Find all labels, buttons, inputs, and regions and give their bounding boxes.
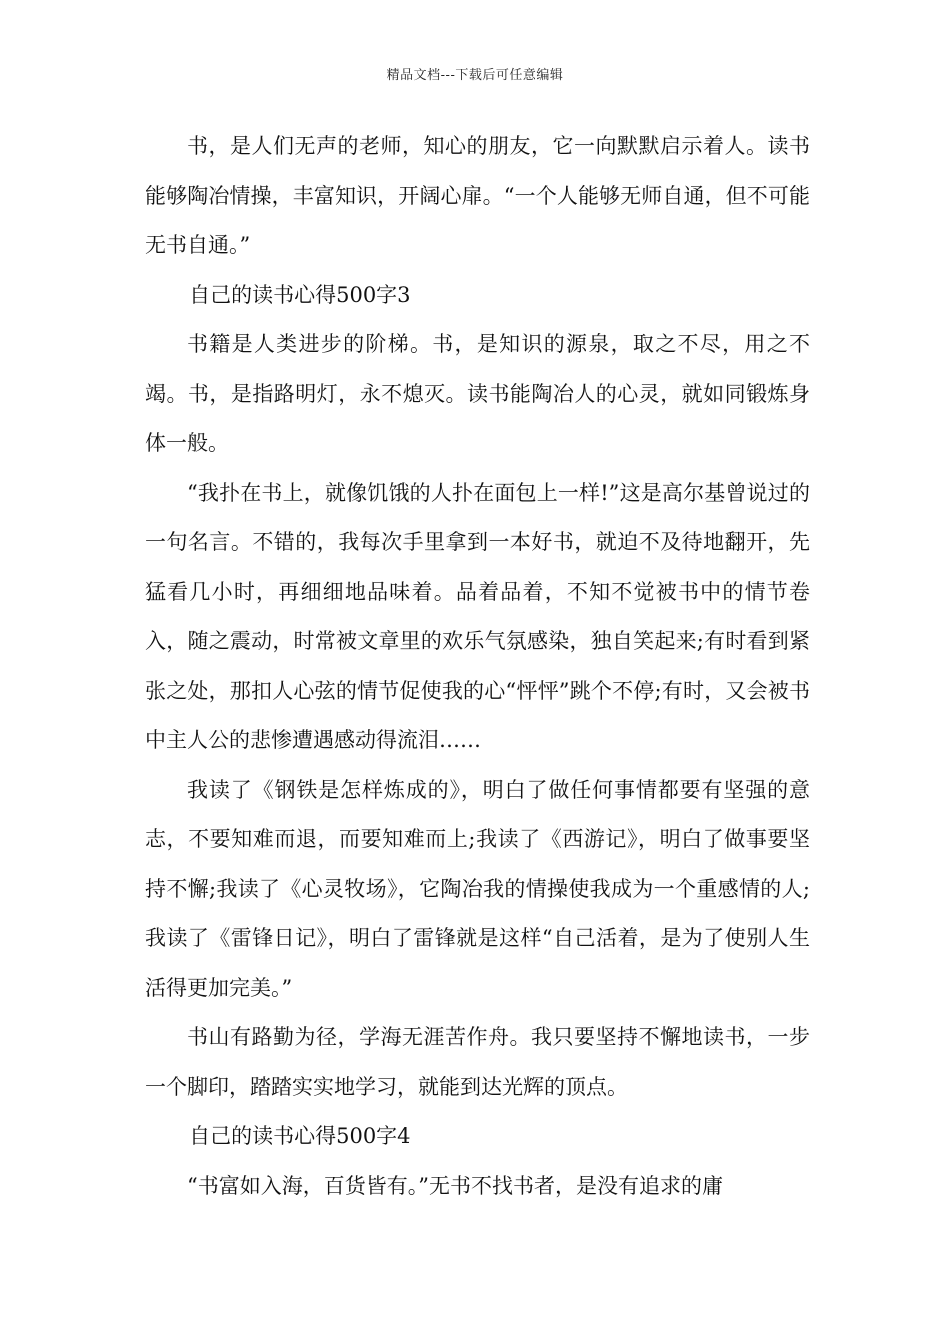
paragraph: 书，是人们无声的老师，知心的朋友，它一向默默启示着人。读书能够陶冶情操，丰富知识，开阔心扉。“一个人能够无师自通，但不可能无书自通。” bbox=[145, 134, 810, 257]
paragraph: 我读了《钢铁是怎样炼成的》，明白了做任何事情都要有坚强的意志，不要知难而退，而要知难而上;我读了《西游记》，明白了做事要坚持不懈;我读了《心灵牧场》，它陶冶我的情操使我成为一个重感情的人;我读了《雷锋日记》，明白了雷锋就是这样“自己活着，是为了使别人生活得更加完美。” bbox=[145, 777, 810, 1000]
paragraph: 书籍是人类进步的阶梯。书，是知识的源泉，取之不尽，用之不竭。书，是指路明灯，永不熄灭。读书能陶冶人的心灵，就如同锻炼身体一般。 bbox=[145, 332, 810, 455]
section-heading: 自己的读书心得500字3 bbox=[189, 282, 411, 307]
paragraph: 书山有路勤为径，学海无涯苦作舟。我只要坚持不懈地读书，一步一个脚印，踏踏实实地学习，就能到达光辉的顶点。 bbox=[145, 1025, 810, 1099]
paragraph: “书富如入海，百货皆有。”无书不找书者，是没有追求的庸 bbox=[187, 1173, 723, 1198]
section-heading: 自己的读书心得500字4 bbox=[189, 1124, 411, 1148]
page-header: 精品文档---下载后可任意编辑 bbox=[386, 68, 564, 83]
document-body bbox=[145, 122, 810, 1211]
paragraph: “我扑在书上，就像饥饿的人扑在面包上一样!”这是高尔基曾说过的一句名言。不错的，我每次手里拿到一本好书，就迫不及待地翻开，先猛看几小时，再细细地品味着。品着品着，不知不觉被书中的情节卷入，随之震动，时常被文章里的欢乐气氛感染，独自笑起来;有时看到紧张之处，那扣人心弦的情节促使我的心“怦怦”跳个不停;有时，又会被书中主人公的悲惨遭遇感动得流泪…… bbox=[145, 480, 810, 752]
